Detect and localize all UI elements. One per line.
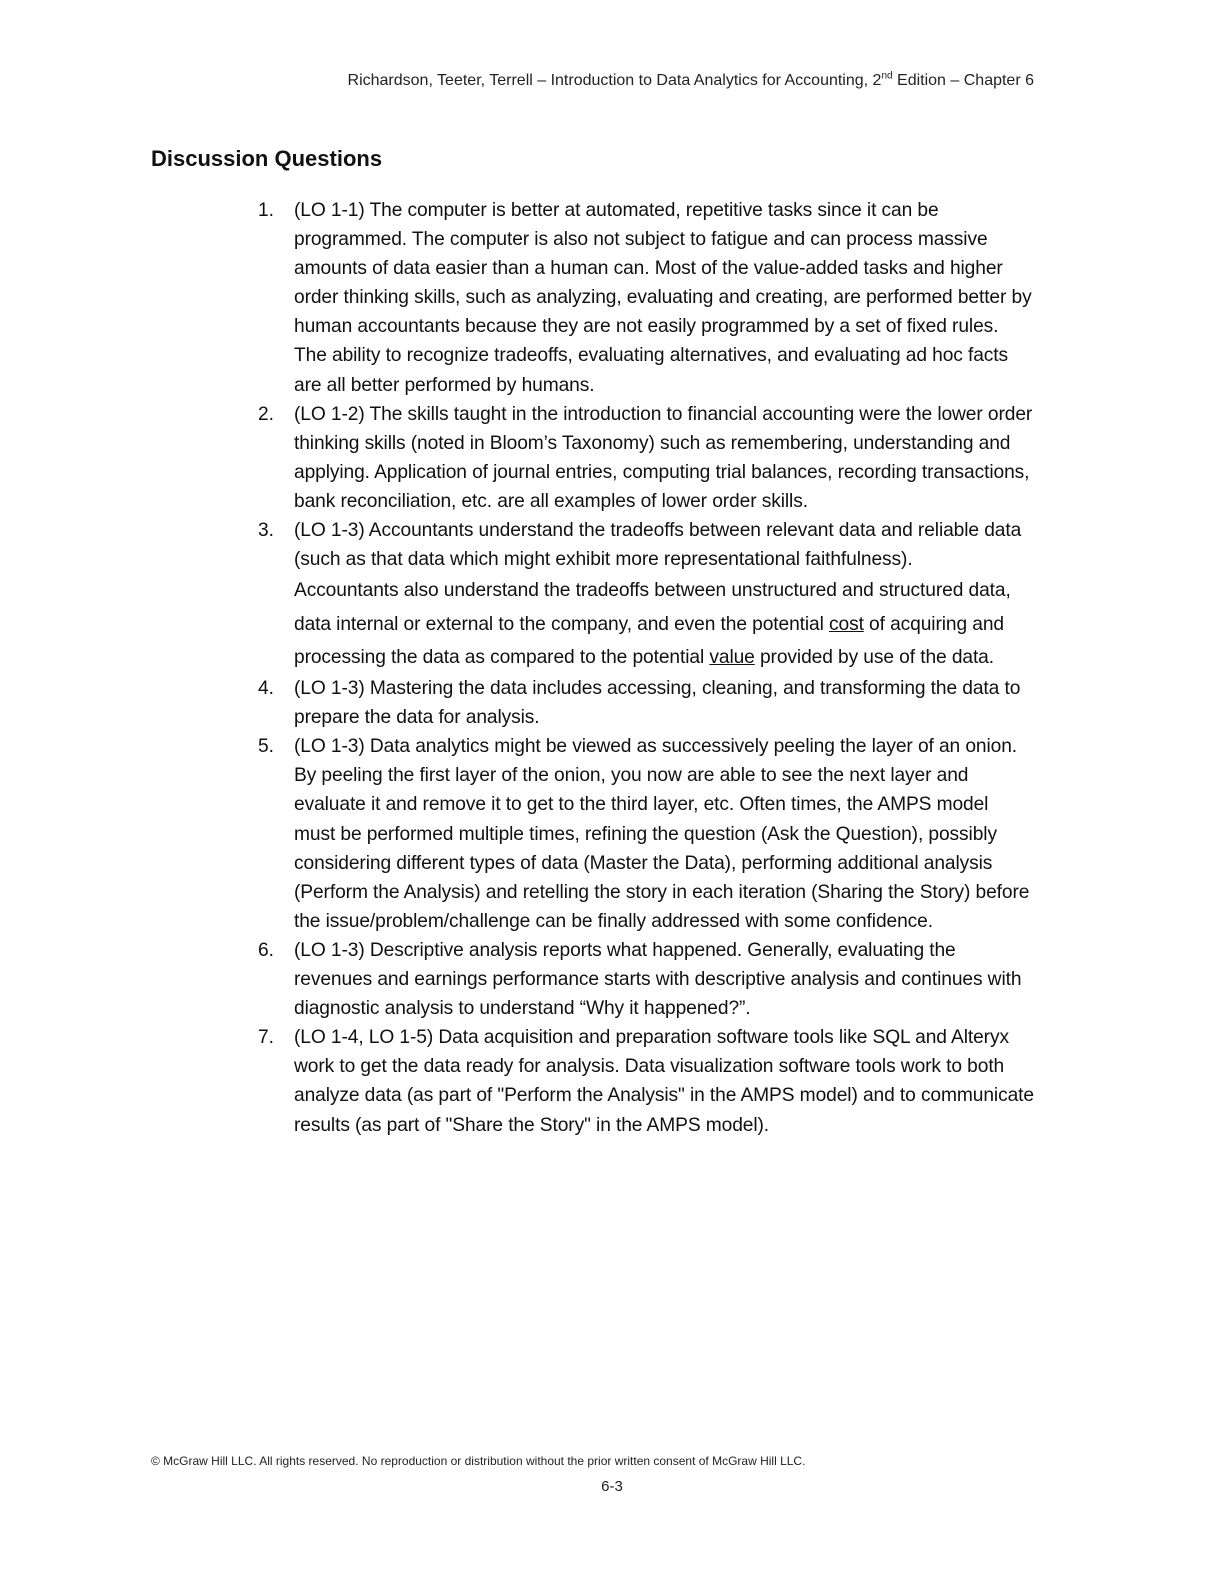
answer-text: of acquiring and processing the data as compared to the potential [294, 613, 1004, 668]
question-item [254, 674, 1034, 732]
question-answer-continued [294, 574, 1034, 674]
answer-text: Accountants also understand the tradeoffs between unstructured and structured data, data internal or external to the company, and even the potential [294, 580, 1011, 635]
question-number: 1. [258, 200, 274, 221]
question-item [254, 400, 1034, 516]
header-text: Richardson, Teeter, Terrell – Introduction to Data Analytics for Accounting, 2 [347, 72, 882, 89]
section-title: Discussion Questions [151, 146, 383, 171]
question-answer: (LO 1-3) Accountants understand the tradeoffs between relevant data and reliable data (such as that data which might exhibit more representational faithfulness). [294, 520, 1022, 571]
header-superscript: nd [881, 70, 893, 82]
question-answer: (LO 1-3) Descriptive analysis reports what happened. Generally, evaluating the revenues and earnings performance starts with descriptive analysis and continues with diagnostic analysis to understand “Why it happened?”. [294, 939, 1022, 1020]
question-answer: (LO 1-1) The computer is better at automated, repetitive tasks since it can be programmed. The computer is also not subject to fatigue and can process massive amounts of data easier than a human can. Most of the value-added tasks and higher order thinking skills, such as analyzing, evaluating and creating, are performed better by human accountants because they are not easily programmed by a set of fixed rules. The ability to recognize tradeoffs, evaluating alternatives, and evaluating ad hoc facts are all better performed by humans. [294, 200, 1032, 396]
answer-text: provided by use of the data. [754, 646, 994, 668]
header-text-end: Edition – Chapter 6 [892, 72, 1034, 89]
question-number: 3. [258, 520, 274, 542]
question-answer: (LO 1-4, LO 1-5) Data acquisition and preparation software tools like SQL and Alteryx work to get the data ready for analysis. Data visualization software tools work to both analyze data (as part of "Perform the Analysis" in the AMPS model) and to communicate results (as part of "Share the Story" in the AMPS model). [294, 1027, 1034, 1136]
question-number: 2. [258, 403, 274, 425]
copyright-notice: © McGraw Hill LLC. All rights reserved. No reproduction or distribution without the prior written consent of McGraw Hill LLC. [151, 1454, 806, 1468]
question-answer: (LO 1-2) The skills taught in the introduction to financial accounting were the lower order thinking skills (noted in Bloom’s Taxonomy) such as remembering, understanding and applying. Application of journal entries, computing trial balances, recording transactions, bank reconciliation, etc. are all examples of lower order skills. [294, 403, 1033, 512]
page-number: 6-3 [601, 1478, 623, 1495]
question-number: 7. [258, 1027, 274, 1049]
question-number: 4. [258, 678, 274, 700]
question-item [254, 1023, 1034, 1139]
underlined-term-value: value [709, 646, 755, 668]
question-item [254, 936, 1034, 1023]
question-item [254, 196, 1034, 400]
question-item [254, 516, 1034, 674]
running-header [348, 72, 1034, 90]
question-answer: (LO 1-3) Mastering the data includes accessing, cleaning, and transforming the data to prepare the data for analysis. [294, 678, 1021, 729]
question-answer-group [294, 516, 1034, 674]
question-number: 5. [258, 736, 274, 758]
question-item [254, 732, 1034, 936]
underlined-term-cost: cost [829, 613, 864, 635]
question-answer: (LO 1-3) Data analytics might be viewed as successively peeling the layer of an onion. By peeling the first layer of the onion, you now are able to see the next layer and evaluate it and remove it to get to the third layer, etc. Often times, the AMPS model must be performed multiple times, refining the question (Ask the Question), possibly considering different types of data (Master the Data), performing additional analysis (Perform the Analysis) and retelling the story in each iteration (Sharing the Story) before the issue/problem/challenge can be finally addressed with some confidence. [294, 736, 1030, 932]
question-number: 6. [258, 939, 274, 961]
question-list [254, 196, 1034, 1140]
